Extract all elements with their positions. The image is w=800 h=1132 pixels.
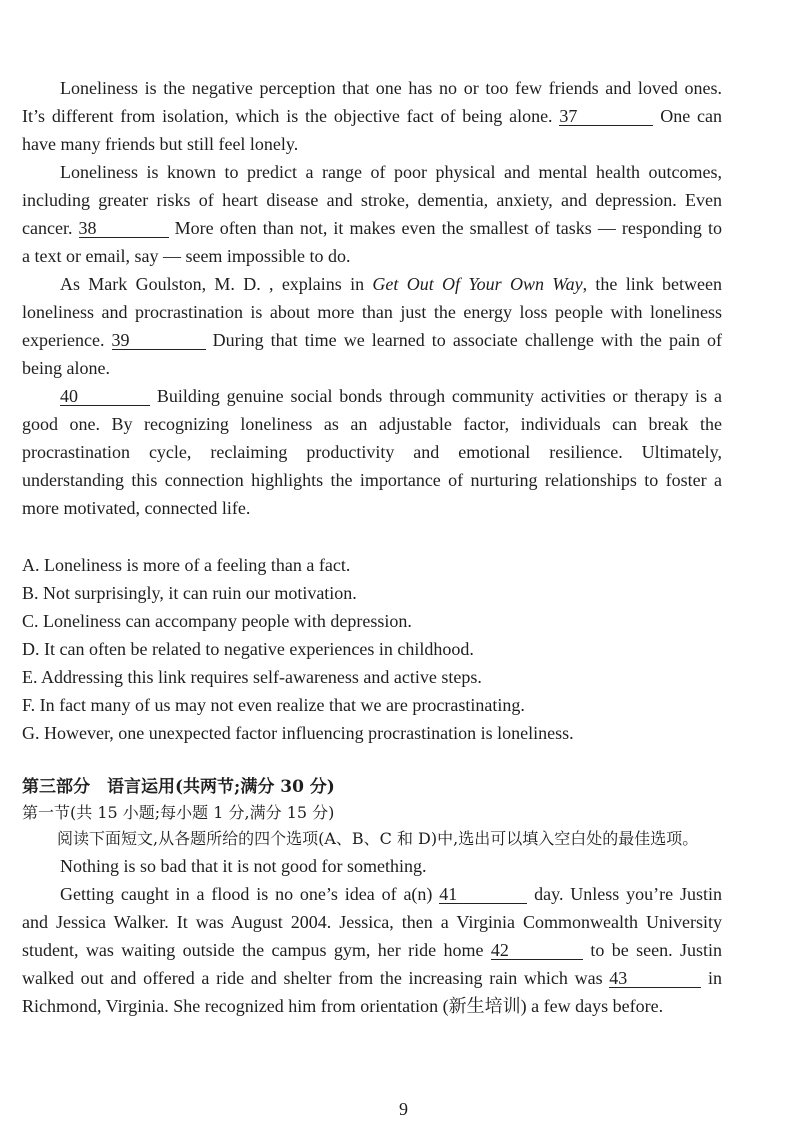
passage-text: being alone. [22,358,110,378]
option-letter: F. [22,695,36,715]
passage-text: Getting caught in a flood is no one’s idea of a(n) [60,884,433,904]
instruction-text: 阅读下面短文,从各题所给的四个选项(A、B、C 和 D)中,选出可以填入空白处的最佳选项。 [57,829,699,848]
passage-text: more motivated, connected life. [22,498,251,518]
answer-blank-43: 43 [609,969,701,988]
passage-text: cancer. [22,218,73,238]
option-letter: A. [22,555,40,575]
passage-text: procrastination cycle, reclaiming productivity and emotional resilience. Ultimately, [22,442,722,462]
option-a [22,551,722,579]
passage-text: good one. By recognizing loneliness as an adjustable factor, individuals can break the [22,414,722,434]
passage-text: Building genuine social bonds through community activities or therapy is a [156,386,722,406]
page-number: 9 [399,1099,408,1119]
answer-blank-42: 42 [491,941,583,960]
passage-text: It’s different from isolation, which is the objective fact of being alone. [22,106,553,126]
passage-text: More often than not, it makes even the smallest of tasks — responding to [174,218,722,238]
option-letter: E. [22,667,38,687]
passage-line [22,130,722,158]
option-text: However, one unexpected factor influencing procrastination is loneliness. [44,723,574,743]
option-letter: G. [22,723,40,743]
passage-line [22,992,722,1020]
passage-text: day. Unless you’re Justin [534,884,723,904]
option-g [22,719,722,747]
passage-text: loneliness and procrastination is about more than just the energy loss people with loneliness [22,302,722,322]
section-heading: 第三部分 语言运用(共两节;满分 30 分) [22,777,335,797]
answer-blank-38: 38 [79,219,169,238]
passage-line [22,270,722,298]
option-letter: D. [22,639,40,659]
option-text: In fact many of us may not even realize that we are procrastinating. [39,695,525,715]
passage-text: During that time we learned to associate challenge with the pain of [212,330,723,350]
passage-line [22,494,722,522]
passage-line [22,908,722,936]
passage-line [22,936,722,964]
option-e [22,663,722,691]
passage-text: Loneliness is the negative perception that one has no or too few friends and loved ones. [60,78,722,98]
passage-text: including greater risks of heart disease and stroke, dementia, anxiety, and depression. Even [22,190,722,210]
section-3 [22,774,722,1020]
option-c [22,607,722,635]
option-text: Not surprisingly, it can ruin our motivation. [43,583,357,603]
passage-text: , the link between [582,274,722,294]
passage-text: to be seen. Justin [590,940,722,960]
options-list [22,551,722,747]
answer-blank-39: 39 [112,331,206,350]
passage-text: in [707,968,722,988]
option-f [22,691,722,719]
part-heading: 第一节(共 15 小题;每小题 1 分,满分 15 分) [22,803,335,822]
passage-line [22,880,722,908]
book-title: Get Out Of Your Own Way [372,274,583,294]
passage-line [22,158,722,186]
passage-line [22,964,722,992]
option-text: Loneliness can accompany people with depression. [43,611,412,631]
passage-line [22,466,722,494]
passage-text: One can [660,106,723,126]
option-letter: B. [22,583,39,603]
passage-line [22,354,722,382]
passage-line [22,242,722,270]
option-d [22,635,722,663]
option-text: It can often be related to negative experiences in childhood. [44,639,474,659]
passage-line [22,102,722,130]
passage-title: Nothing is so bad that it is not good for something. [60,856,427,876]
passage-text: a text or email, say — seem impossible to do. [22,246,351,266]
answer-blank-37: 37 [559,107,653,126]
passage-line [22,382,722,410]
passage-text: Loneliness is known to predict a range of poor physical and mental health outcomes, [60,162,722,182]
answer-blank-41: 41 [439,885,527,904]
passage-line [22,410,722,438]
passage-line [22,214,722,242]
answer-blank-40: 40 [60,387,150,406]
passage-text: student, was waiting outside the campus gym, her ride home [22,940,484,960]
passage-line [22,186,722,214]
passage-line [22,326,722,354]
reading-passage [22,74,722,522]
passage-line [22,298,722,326]
passage-text: As Mark Goulston, M. D. , explains in [60,274,365,294]
passage-text: Richmond, Virginia. She recognized him from orientation (新生培训) a few days before. [22,996,664,1016]
passage-text: understanding this connection highlights the importance of nurturing relationships to foster a [22,470,722,490]
passage-text: walked out and offered a ride and shelter from the increasing rain which was [22,968,603,988]
passage-text: experience. [22,330,105,350]
passage-text: have many friends but still feel lonely. [22,134,299,154]
option-b [22,579,722,607]
option-text: Addressing this link requires self-awareness and active steps. [41,667,482,687]
option-letter: C. [22,611,39,631]
passage-line [22,438,722,466]
passage-text: and Jessica Walker. It was August 2004. Jessica, then a Virginia Commonwealth University [22,912,722,932]
option-text: Loneliness is more of a feeling than a fact. [44,555,351,575]
passage-line [22,74,722,102]
